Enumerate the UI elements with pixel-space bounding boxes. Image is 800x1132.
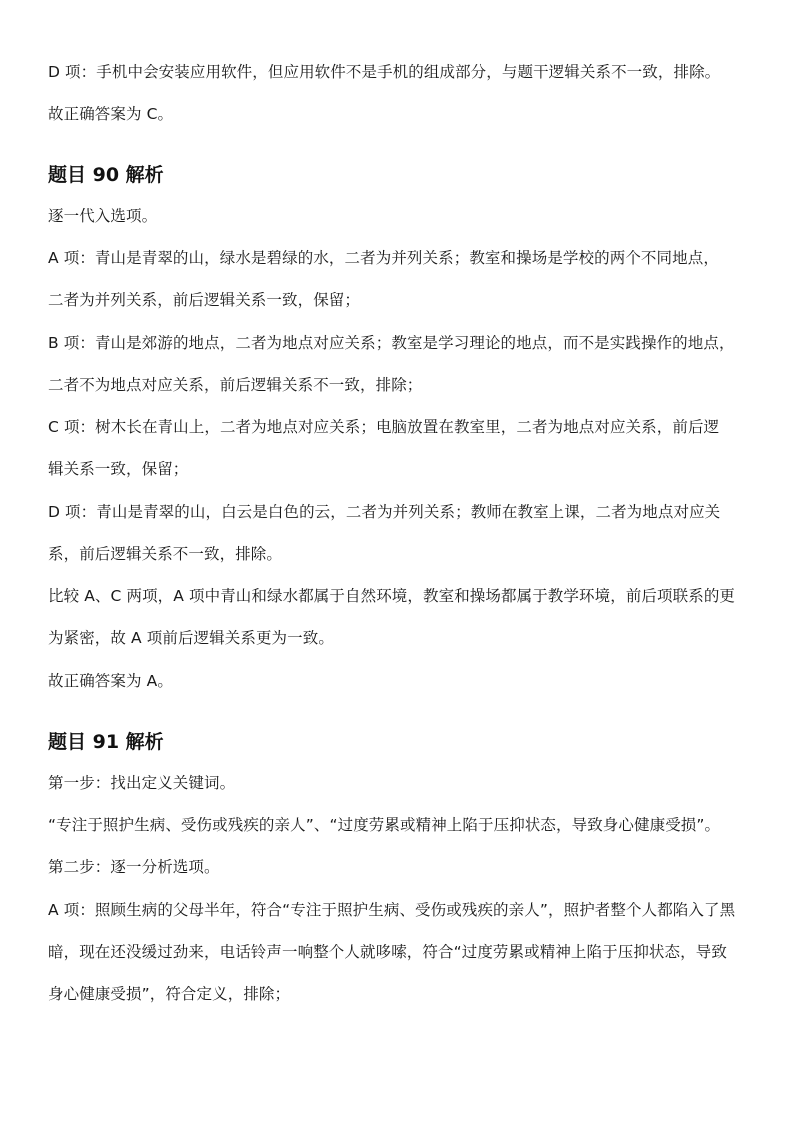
paragraph-line: D 项：青山是青翠的山，白云是白色的云，二者为并列关系；教师在教室上课，二者为地点对应关 <box>48 503 721 521</box>
section-heading-90: 题目 90 解析 <box>48 164 164 186</box>
paragraph-line: 二者不为地点对应关系，前后逻辑关系不一致，排除； <box>48 376 423 394</box>
paragraph-line: 第二步：逐一分析选项。 <box>48 858 220 876</box>
paragraph-line: 第一步：找出定义关键词。 <box>48 774 236 792</box>
paragraph-line: 故正确答案为 C。 <box>48 105 174 123</box>
section-heading-91: 题目 91 解析 <box>48 731 164 753</box>
paragraph-line: A 项：青山是青翠的山，绿水是碧绿的水，二者为并列关系；教室和操场是学校的两个不同地点， <box>48 249 719 267</box>
paragraph-line: 二者为并列关系，前后逻辑关系一致，保留； <box>48 291 361 309</box>
paragraph-line: 辑关系一致，保留； <box>48 460 189 478</box>
paragraph-line: “专注于照护生病、受伤或残疾的亲人”、“过度劳累或精神上陷于压抑状态，导致身心健康受损”。 <box>48 816 721 834</box>
paragraph-line: B 项：青山是郊游的地点，二者为地点对应关系；教室是学习理论的地点，而不是实践操作的地点， <box>48 334 735 352</box>
paragraph-line: A 项：照顾生病的父母半年，符合“专注于照护生病、受伤或残疾的亲人”，照护者整个人都陷入了黑 <box>48 901 736 919</box>
paragraph-line: 为紧密，故 A 项前后逻辑关系更为一致。 <box>48 629 334 647</box>
paragraph-line: D 项：手机中会安装应用软件，但应用软件不是手机的组成部分，与题干逻辑关系不一致，排除。 <box>48 63 721 81</box>
paragraph-line: 系，前后逻辑关系不一致，排除。 <box>48 545 283 563</box>
paragraph-line: 故正确答案为 A。 <box>48 672 173 690</box>
paragraph-line: 暗，现在还没缓过劲来，电话铃声一响整个人就哆嗦，符合“过度劳累或精神上陷于压抑状态，导致 <box>48 943 727 961</box>
paragraph-line: 身心健康受损”，符合定义，排除； <box>48 985 291 1003</box>
paragraph-line: 逐一代入选项。 <box>48 207 158 225</box>
paragraph-line: C 项：树木长在青山上，二者为地点对应关系；电脑放置在教室里，二者为地点对应关系，前后逻 <box>48 418 720 436</box>
paragraph-line: 比较 A、C 两项，A 项中青山和绿水都属于自然环境，教室和操场都属于教学环境，前后项联系的更 <box>48 587 736 605</box>
